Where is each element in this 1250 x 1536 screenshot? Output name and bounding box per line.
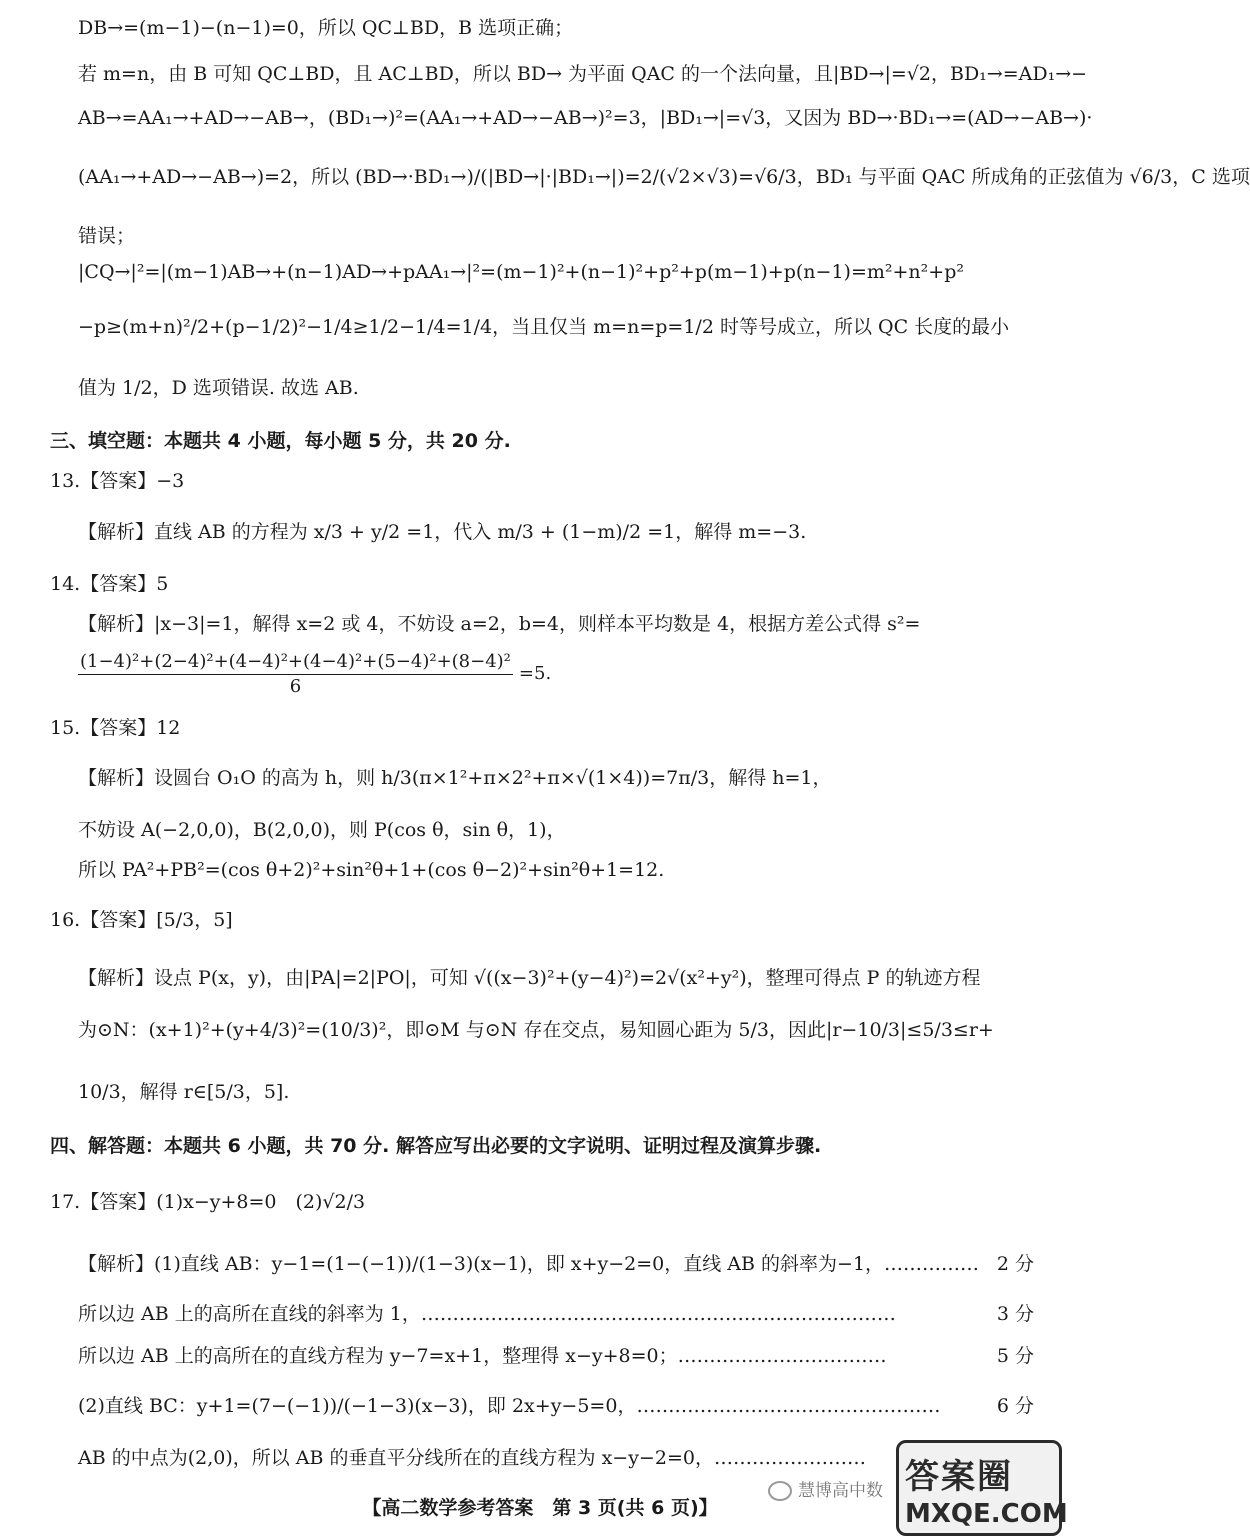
watermark-top: 答案圈 — [905, 1457, 1013, 1497]
q17-step-5: AB 的中点为(2,0)，所以 AB 的垂直平分线所在的直线方程为 x−y−2=0，…………………… — [78, 1447, 866, 1469]
text-line-7: −p≥(m+n)²/2+(p−1/2)²−1/4≥1/2−1/4=1/4，当且仅当 m=n=p=1/2 时等号成立，所以 QC 长度的最小 — [78, 316, 1010, 338]
q14-denominator: 6 — [289, 676, 302, 697]
q17-step-3-score: 5 分 — [996, 1345, 1034, 1367]
text-line-5: 错误； — [78, 225, 136, 247]
q17-step-3: 所以边 AB 上的高所在的直线方程为 y−7=x+1，整理得 x−y+8=0；…………………………… — [78, 1345, 887, 1367]
q15-answer: 15.【答案】12 — [50, 717, 181, 739]
q14-analysis: 【解析】|x−3|=1，解得 x=2 或 4，不妨设 a=2，b=4，则样本平均数是 4，根据方差公式得 s²= — [78, 613, 921, 635]
text-line-8: 值为 1/2，D 选项错误. 故选 AB. — [78, 377, 359, 399]
q15-analysis-3: 所以 PA²+PB²=(cos θ+2)²+sin²θ+1+(cos θ−2)²+sin²θ+1=12. — [78, 859, 665, 881]
q17-step-2: 所以边 AB 上的高所在直线的斜率为 1，………………………………………………………………… — [78, 1303, 896, 1325]
section-3-heading: 三、填空题：本题共 4 小题，每小题 5 分，共 20 分. — [50, 430, 511, 452]
q13-analysis: 【解析】直线 AB 的方程为 x/3 + y/2 =1，代入 m/3 + (1−m)/2 =1，解得 m=−3. — [78, 521, 807, 543]
wechat-account: 慧博高中数 — [798, 1481, 883, 1501]
text-line-6: |CQ→|²=|(m−1)AB→+(n−1)AD→+pAA₁→|²=(m−1)²+(n−1)²+p²+p(m−1)+p(n−1)=m²+n²+p² — [78, 261, 964, 283]
q17-step-4: (2)直线 BC：y+1=(7−(−1))/(−1−3)(x−3)，即 2x+y−5=0，………………………………………… — [78, 1395, 941, 1417]
q17-step-1-score: 2 分 — [996, 1253, 1034, 1275]
q17-step-1: 【解析】(1)直线 AB：y−1=(1−(−1))/(1−3)(x−1)，即 x+y−2=0，直线 AB 的斜率为−1，…………… — [78, 1253, 980, 1275]
q14-answer: 14.【答案】5 — [50, 573, 169, 595]
text-line-4: (AA₁→+AD→−AB→)=2，所以 (BD→·BD₁→)/(|BD→|·|BD₁→|)=2/(√2×√3)=√6/3，BD₁ 与平面 QAC 所成角的正弦值为 √6/3，C 选项 — [78, 166, 1250, 188]
text-line-1: DB→=(m−1)−(n−1)=0，所以 QC⊥BD，B 选项正确； — [78, 17, 574, 39]
watermark-bottom: MXQE.COM — [905, 1499, 1068, 1529]
q17-step-2-score: 3 分 — [996, 1303, 1034, 1325]
q16-analysis-2: 为⊙N：(x+1)²+(y+4/3)²=(10/3)²，即⊙M 与⊙N 存在交点，易知圆心距为 5/3，因此|r−10/3|≤5/3≤r+ — [78, 1019, 994, 1041]
q16-answer: 16.【答案】[5/3，5] — [50, 909, 233, 931]
q13-answer: 13.【答案】−3 — [50, 470, 185, 492]
q15-analysis-2: 不妨设 A(−2,0,0)，B(2,0,0)，则 P(cos θ，sin θ，1)， — [78, 819, 566, 841]
q14-numerator: (1−4)²+(2−4)²+(4−4)²+(4−4)²+(5−4)²+(8−4)² — [78, 650, 513, 675]
q14-tail: =5. — [518, 663, 552, 684]
q16-analysis-3: 10/3，解得 r∈[5/3，5]. — [78, 1081, 290, 1103]
q14-fraction — [78, 650, 552, 699]
page-footer: 【高二数学参考答案 第 3 页(共 6 页)】 — [362, 1497, 718, 1519]
q16-analysis-1: 【解析】设点 P(x，y)，由|PA|=2|PO|，可知 √((x−3)²+(y−4)²)=2√(x²+y²)，整理可得点 P 的轨迹方程 — [78, 967, 981, 989]
section-4-heading: 四、解答题：本题共 6 小题，共 70 分. 解答应写出必要的文字说明、证明过程及演算步骤. — [50, 1135, 822, 1157]
text-line-2: 若 m=n，由 B 可知 QC⊥BD，且 AC⊥BD，所以 BD→ 为平面 QAC 的一个法向量，且|BD→|=√2，BD₁→=AD₁→− — [78, 63, 1088, 85]
q17-step-4-score: 6 分 — [996, 1395, 1034, 1417]
q17-answer: 17.【答案】(1)x−y+8=0 (2)√2/3 — [50, 1191, 366, 1213]
text-line-3: AB→=AA₁→+AD→−AB→，(BD₁→)²=(AA₁→+AD→−AB→)²=3，|BD₁→|=√3，又因为 BD→·BD₁→=(AD→−AB→)· — [78, 107, 1093, 129]
q15-analysis-1: 【解析】设圆台 O₁O 的高为 h，则 h/3(π×1²+π×2²+π×√(1×4))=7π/3，解得 h=1， — [78, 767, 832, 789]
